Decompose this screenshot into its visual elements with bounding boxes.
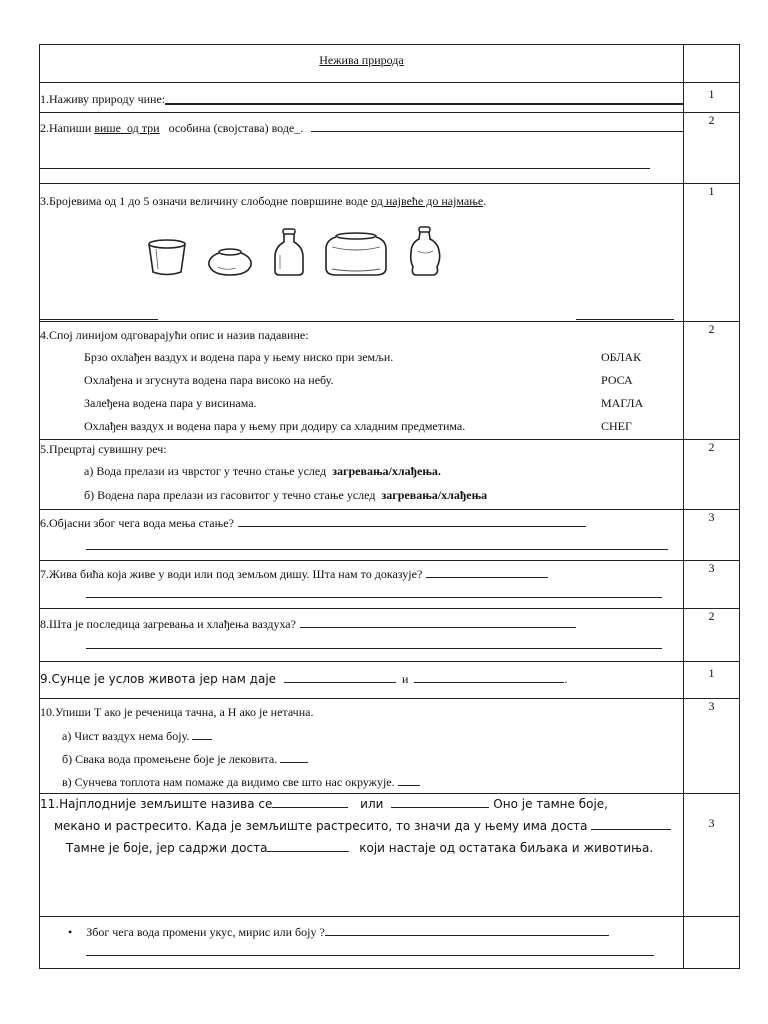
q3-bottom-line-right [576,319,674,320]
q1-answer-line[interactable] [165,92,683,105]
q11-answer-line-1[interactable] [272,797,348,808]
bullet-icon: • [68,925,73,939]
q8-text: 8.Шта је последица загревања и хлађења ваздуха? [40,617,296,631]
bottle-icon [272,227,306,277]
q6-answer-line-1[interactable] [238,516,586,527]
q11-answer-line-4[interactable] [267,841,349,852]
q11-answer-line-3[interactable] [591,819,671,830]
q8-answer-line-1[interactable] [300,617,576,628]
q2-text-underlined: више од три [94,121,160,135]
q10-points: 3 [684,699,740,794]
q11-line3-a: Тамне је боје, јер садржи доста [66,841,268,855]
q2-answer-line-2[interactable] [40,154,650,169]
q5-a-text: а) Вода прелази из чврстог у течно стање услед [84,464,333,478]
q5-points: 2 [684,440,740,510]
q3-points: 1 [684,184,740,322]
q3-text: 3.Бројевима од 1 до 5 означи величину слободне површине воде [40,194,372,208]
q4-desc: Охлађена и згуснута водена пара високо на небу. [84,373,334,387]
q12-answer-line-1[interactable] [325,925,609,936]
q10-b-answer[interactable] [280,752,308,763]
q4-item[interactable] [84,392,683,415]
question-3 [40,184,684,322]
q9-points: 1 [684,662,740,699]
q2-text-a: 2.Напиши [40,121,95,135]
q5-b-text: б) Водена пара прелази из гасовитог у течно стање услед [84,488,382,502]
q12-text: Због чега вода промени укус, мирис или боју ? [86,925,325,939]
q7-answer-line-1[interactable] [426,567,548,578]
question-7 [40,561,684,609]
q6-answer-line-2[interactable] [86,535,668,550]
q7-answer-line-2[interactable] [86,583,662,598]
q10-text: 10.Упиши Т ако је реченица тачна, а Н ако је нетачна. [40,705,314,719]
q4-name: ОБЛАК [601,350,642,364]
jar-icon [324,231,388,277]
q6-points: 3 [684,510,740,561]
vessels-row [146,217,683,277]
q7-points: 3 [684,561,740,609]
q9-answer-line-2[interactable] [414,672,564,683]
q2-answer-line-1[interactable] [311,121,683,132]
question-11 [40,794,684,917]
question-5 [40,440,684,510]
q1-text: 1.Наживу природу чине: [40,92,166,106]
jug-icon [406,225,444,277]
q10-a-answer[interactable] [192,729,212,740]
q1-points: 1 [684,83,740,113]
q2-points: 2 [684,113,740,184]
q2-text-b: особина (својстава) воде_. [159,121,304,135]
question-12 [40,917,684,969]
q4-name: РОСА [601,373,633,387]
points-empty [684,45,740,83]
q11-line1-b: или [360,797,384,811]
worksheet-title: Нежива природа [319,53,404,67]
q12-points [684,917,740,969]
q8-points: 2 [684,609,740,662]
q10-a-text: а) Чист ваздух нема боју. [62,729,190,743]
q10-c-answer[interactable] [398,775,420,786]
question-1 [40,83,684,113]
question-6 [40,510,684,561]
title-cell [40,45,684,83]
q9-and: и [402,672,409,686]
q5-a-options[interactable]: загревања/хлађења. [332,464,441,478]
question-9 [40,662,684,699]
q11-line1-c: Оно је тамне боје, [493,797,608,811]
q4-item[interactable] [84,369,683,392]
q3-text-underlined: од највеће до најмање [371,194,484,208]
question-4 [40,322,684,440]
q5-b-options[interactable]: загревања/хлађења [381,488,488,502]
q11-line1-a: 11.Најплодније земљиште назива се [40,797,273,811]
round-pot-icon [206,247,254,277]
q12-answer-line-2[interactable] [86,941,654,956]
question-10 [40,699,684,794]
q4-item[interactable] [84,346,683,369]
q3-text-end: . [483,194,487,208]
q4-name: СНЕГ [601,419,632,433]
worksheet-table [39,44,740,969]
q5-text: 5.Прецртај сувишну реч: [40,442,167,456]
question-2 [40,113,684,184]
q4-name: МАГЛА [601,396,644,410]
q11-line3-b: који настаје од остатака биљака и животиња. [359,841,654,855]
q4-text: 4.Спој линијом одговарајући опис и назив падавине: [40,328,309,342]
q4-desc: Залеђена водена пара у висинама. [84,396,257,410]
q3-bottom-line-left [40,319,158,320]
q11-points: 3 [684,794,740,917]
question-8 [40,609,684,662]
q6-text: 6.Објасни због чега вода мења стање? [40,516,234,530]
q11-line2: мекано и растресито. Када је земљиште растресито, то значи да у њему има доста [54,819,588,833]
q4-item[interactable] [84,415,683,438]
q9-answer-line-1[interactable] [284,672,396,683]
q8-answer-line-2[interactable] [86,634,662,649]
q9-text: 9.Сунце је услов живота јер нам даје [40,672,277,686]
q7-text: 7.Жива бића која живе у води или под земљом дишу. Шта нам то доказује? [40,567,423,581]
q4-points: 2 [684,322,740,440]
q9-end: . [564,672,568,686]
q11-answer-line-2[interactable] [391,797,489,808]
bucket-icon [146,239,188,277]
q4-desc: Брзо охлађен ваздух и водена пара у њему ниско при земљи. [84,350,394,364]
q4-desc: Охлађен ваздух и водена пара у њему при додиру са хладним предметима. [84,419,466,433]
q10-c-text: в) Сунчева топлота нам помаже да видимо све што нас окружује. [62,775,395,789]
q10-b-text: б) Свака вода промењене боје је лековита. [62,752,278,766]
